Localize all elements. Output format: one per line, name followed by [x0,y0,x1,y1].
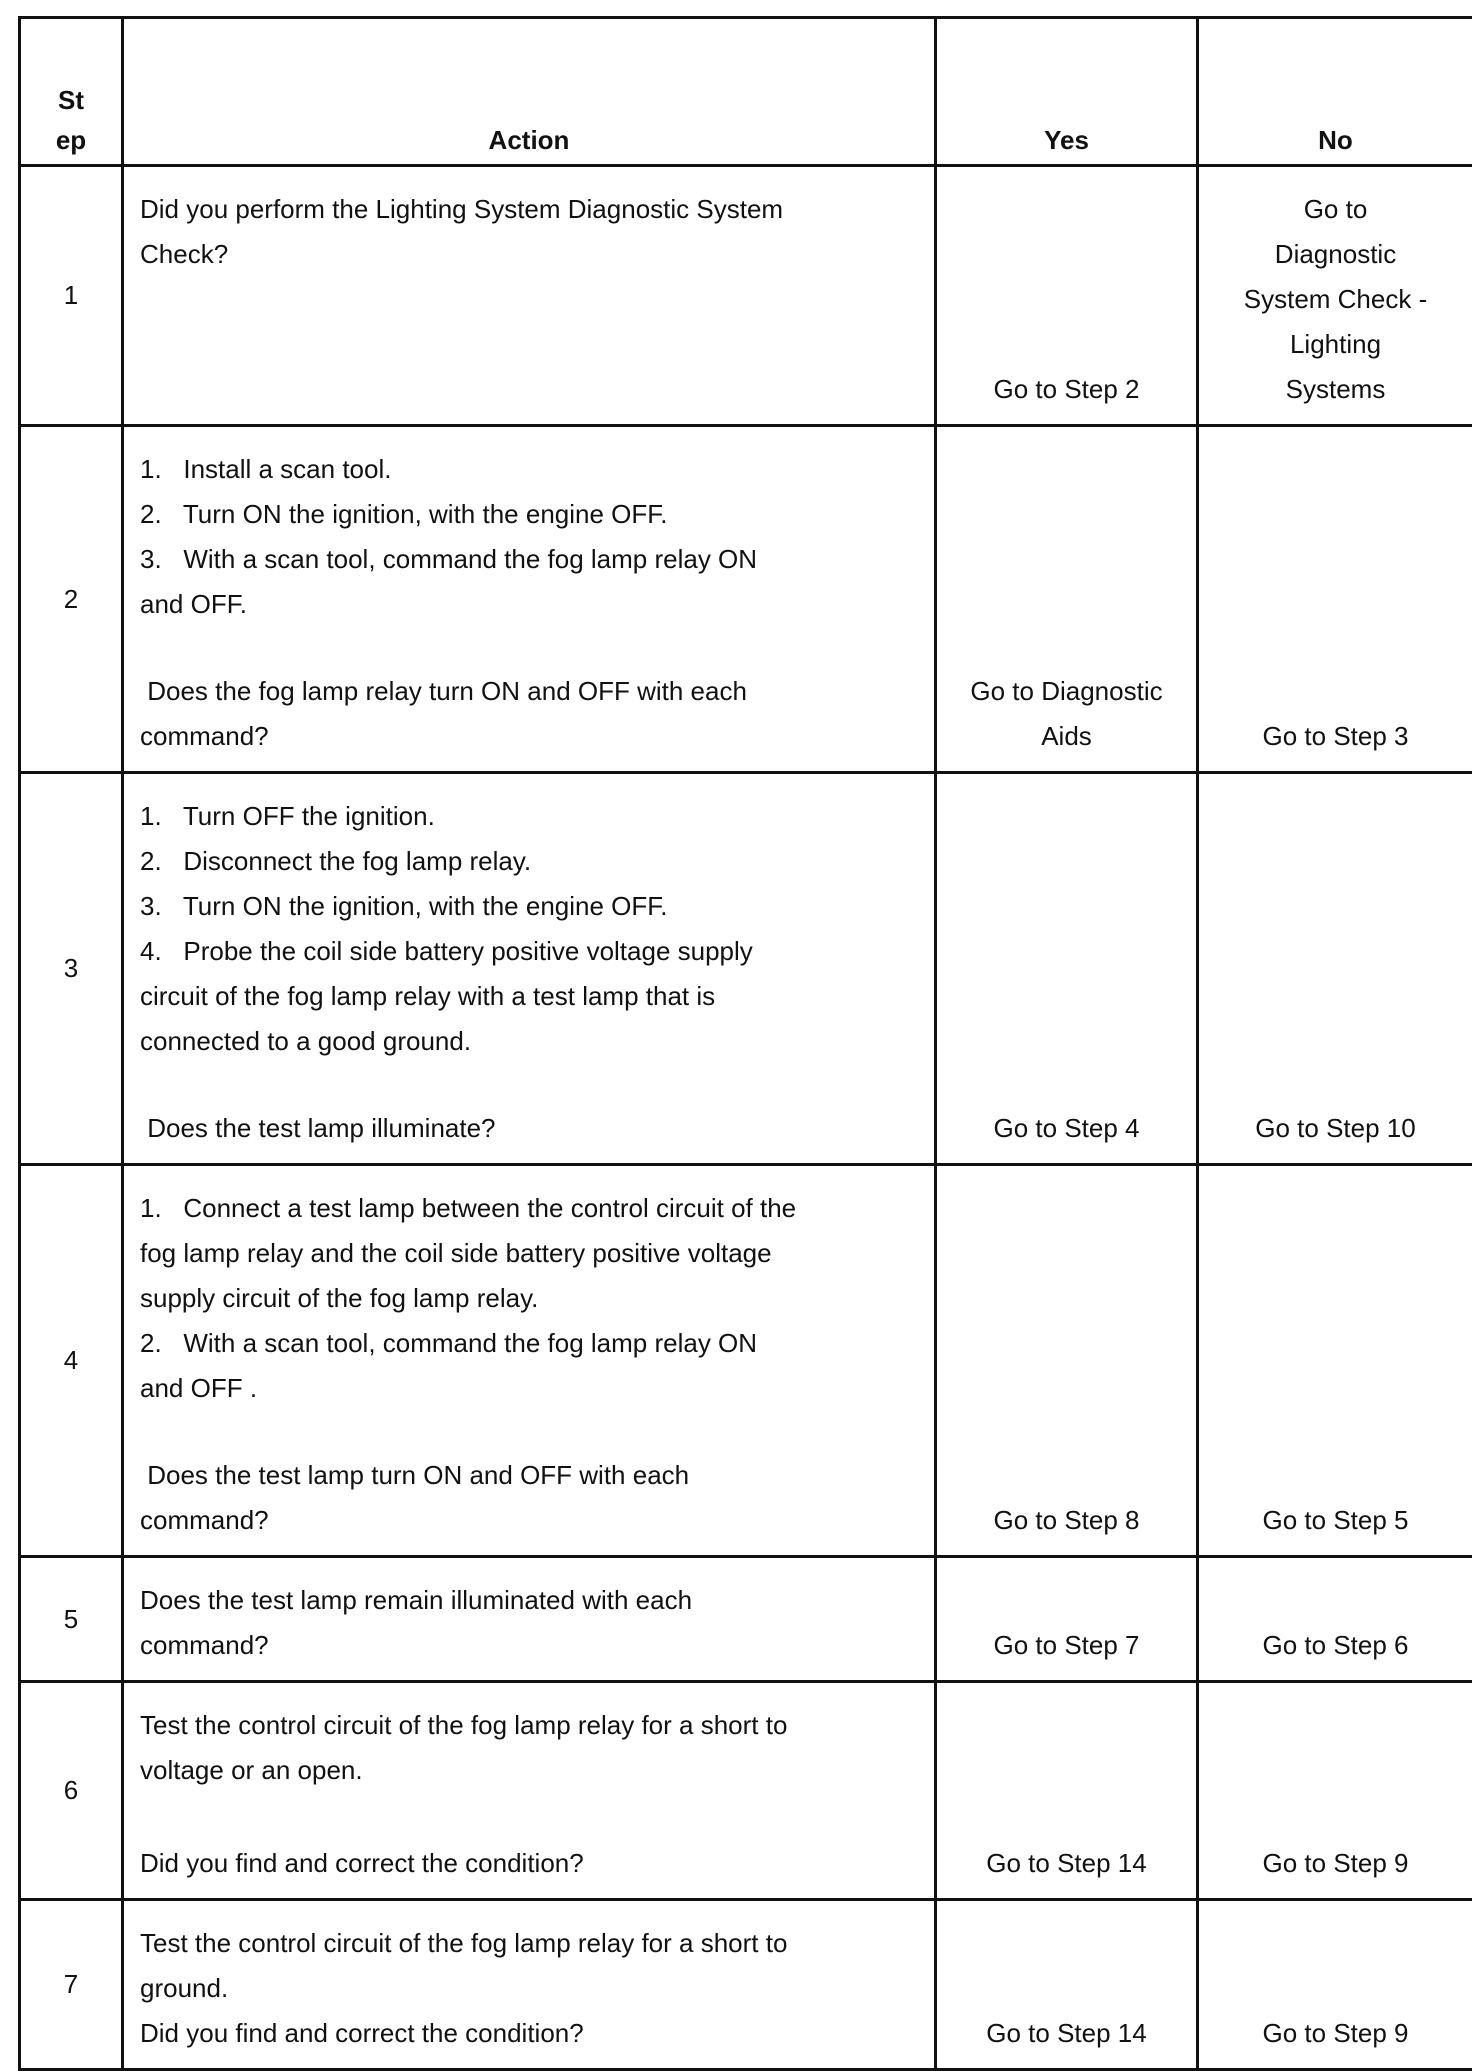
action-item: 3. With a scan tool, command the fog lamp relay ON [140,537,918,582]
yes-cell: Go to Step 4 [936,773,1198,1165]
action-item: and OFF. [140,582,918,627]
no-cell: Go to Step 9 [1198,1900,1472,2070]
action-item: 2. Turn ON the ignition, with the engine OFF. [140,492,918,537]
action-item: connected to a good ground. [140,1019,918,1064]
action-line: Did you perform the Lighting System Diagnostic System [140,187,918,232]
no-line: Go to [1199,187,1472,232]
action-item: 2. With a scan tool, command the fog lamp relay ON [140,1321,918,1366]
action-line: Did you find and correct the condition? [140,2011,918,2056]
no-line: Systems [1199,367,1472,412]
step-cell: 4 [20,1165,123,1557]
no-cell: Go to Step 5 [1198,1165,1472,1557]
no-cell: Go to Step 3 [1198,426,1472,773]
table-row [20,773,1472,1165]
action-line: Does the test lamp remain illuminated with each [140,1578,918,1623]
action-question: Does the test lamp illuminate? [140,1106,918,1151]
action-line: Check? [140,232,918,277]
table-row [20,1557,1472,1682]
header-yes [936,18,1198,166]
action-cell [123,1682,936,1900]
yes-line: Aids [937,714,1196,759]
action-line: command? [140,1623,918,1668]
no-line: System Check - [1199,277,1472,322]
table-row [20,166,1472,426]
yes-cell: Go to Step 2 [936,166,1198,426]
step-cell: 3 [20,773,123,1165]
table-row [20,1682,1472,1900]
action-cell [123,426,936,773]
action-item: circuit of the fog lamp relay with a test lamp that is [140,974,918,1019]
no-cell: Go to Step 9 [1198,1682,1472,1900]
action-item: Test the control circuit of the fog lamp relay for a short to [140,1703,918,1748]
header-no-label: No [1318,125,1353,155]
step-cell: 6 [20,1682,123,1900]
yes-cell: Go to Step 8 [936,1165,1198,1557]
action-line: ground. [140,1966,918,2011]
action-item: fog lamp relay and the coil side battery positive voltage [140,1231,918,1276]
no-cell: Go to Step 6 [1198,1557,1472,1682]
yes-cell [936,426,1198,773]
step-cell: 2 [20,426,123,773]
step-cell: 1 [20,166,123,426]
table-row [20,1900,1472,2070]
action-cell [123,1900,936,2070]
action-cell [123,1165,936,1557]
header-yes-label: Yes [1044,125,1089,155]
action-item: supply circuit of the fog lamp relay. [140,1276,918,1321]
header-row [20,18,1472,166]
header-no [1198,18,1472,166]
table-row [20,426,1472,773]
action-item: voltage or an open. [140,1748,918,1793]
action-item: 1. Connect a test lamp between the control circuit of the [140,1186,918,1231]
table-row [20,1165,1472,1557]
action-question: Does the fog lamp relay turn ON and OFF with each [140,669,918,714]
diagnostic-table [18,16,1472,2071]
no-cell [1198,166,1472,426]
action-question: command? [140,714,918,759]
action-item: 2. Disconnect the fog lamp relay. [140,839,918,884]
action-question: command? [140,1498,918,1543]
step-cell: 5 [20,1557,123,1682]
yes-line: Go to Diagnostic [937,669,1196,714]
action-item: 4. Probe the coil side battery positive voltage supply [140,929,918,974]
yes-cell: Go to Step 7 [936,1557,1198,1682]
action-question: Does the test lamp turn ON and OFF with each [140,1453,918,1498]
action-question: Did you find and correct the condition? [140,1841,918,1886]
yes-cell: Go to Step 14 [936,1682,1198,1900]
step-cell: 7 [20,1900,123,2070]
header-action-label: Action [489,125,570,155]
no-line: Diagnostic [1199,232,1472,277]
action-cell [123,1557,936,1682]
action-item: 1. Turn OFF the ignition. [140,794,918,839]
header-step [20,18,123,166]
action-item: 1. Install a scan tool. [140,447,918,492]
no-cell: Go to Step 10 [1198,773,1472,1165]
action-cell [123,166,936,426]
action-line: Test the control circuit of the fog lamp relay for a short to [140,1921,918,1966]
header-step-label: St ep [56,85,86,155]
action-item: and OFF . [140,1366,918,1411]
yes-cell: Go to Step 14 [936,1900,1198,2070]
action-cell [123,773,936,1165]
no-line: Lighting [1199,322,1472,367]
action-item: 3. Turn ON the ignition, with the engine OFF. [140,884,918,929]
header-action [123,18,936,166]
